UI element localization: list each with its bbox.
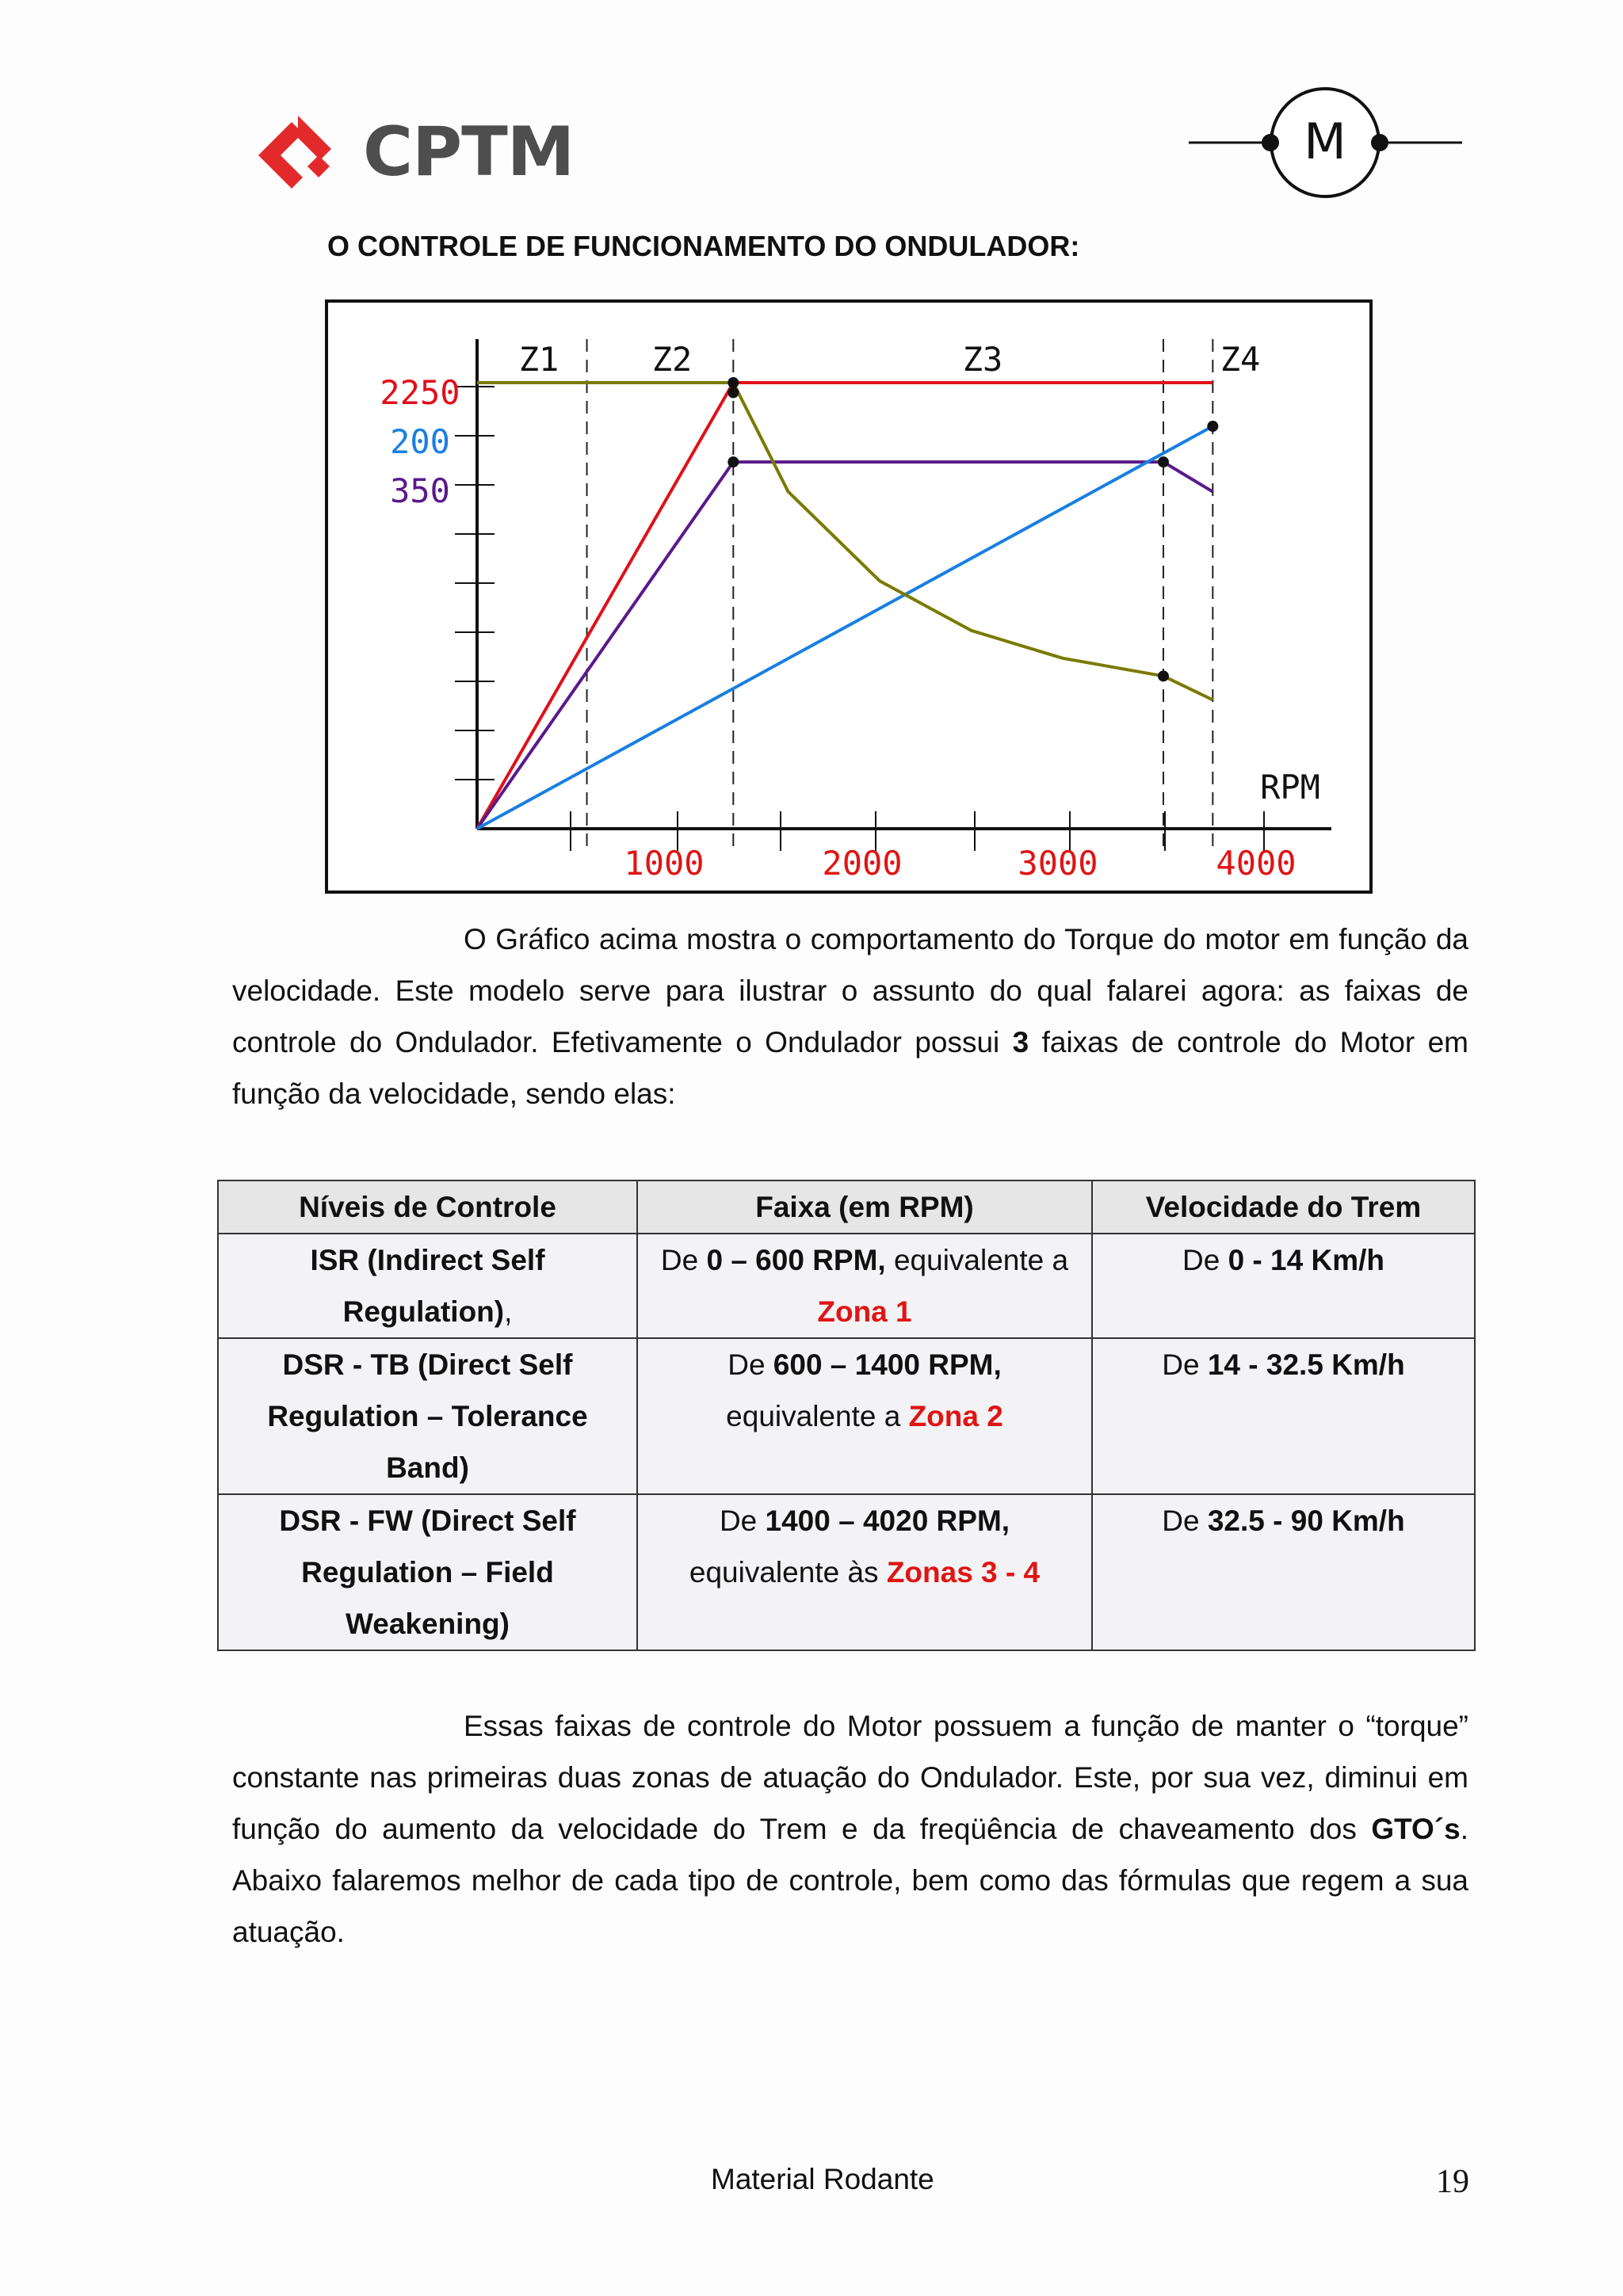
range-prefix: De [727, 1348, 773, 1381]
footer-label: Material Rodante [711, 2163, 934, 2195]
data-marker [727, 387, 739, 399]
level-name: DSR - FW (Direct Self Regulation – Field Weakening) [279, 1505, 576, 1640]
range-text: equivalente às [689, 1556, 887, 1589]
data-marker [727, 456, 739, 467]
control-levels-table [217, 1180, 1476, 1651]
table-row [218, 1494, 1475, 1650]
data-marker [1158, 670, 1169, 681]
table-cell-speed [1092, 1234, 1475, 1338]
page-number: 19 [1436, 2164, 1469, 2200]
intro-paragraph [232, 913, 1468, 1119]
paragraph-text: O Gráfico acima mostra o comportamento do Torque do motor em função da velocidade. Este modelo serve para ilustrar o assunto do qual falarei agora: as faixas de controle do Ondulador. Efetivamente o Ondulador possui [232, 923, 1468, 1058]
table-header: Velocidade do Trem [1092, 1180, 1475, 1234]
speed-value: 0 - 14 Km/h [1228, 1244, 1384, 1276]
paragraph-text: . Abaixo falaremos melhor de cada tipo de controle, bem como das fórmulas que regem a sua atuação. [232, 1813, 1468, 1948]
table-cell-level [218, 1494, 637, 1650]
section-title: O CONTROLE DE FUNCIONAMENTO DO ONDULADOR: [327, 230, 1080, 262]
level-suffix: , [504, 1295, 513, 1328]
cptm-logo-mark-icon [252, 109, 347, 196]
y-tick-label: 2250 [380, 373, 460, 412]
table-cell-range [637, 1234, 1092, 1338]
range-prefix: De [719, 1505, 766, 1537]
range-value: 600 – 1400 RPM, [773, 1348, 1002, 1381]
x-tick-label: 3000 [1018, 844, 1098, 883]
x-tick-label: 1000 [624, 844, 705, 883]
table-cell-speed [1092, 1338, 1475, 1494]
range-text: equivalente a [885, 1244, 1069, 1276]
table-header: Faixa (em RPM) [637, 1180, 1092, 1234]
zone-label: Zona 1 [817, 1295, 912, 1328]
zone-label: Z1 [518, 340, 559, 379]
speed-value: 32.5 - 90 Km/h [1207, 1505, 1405, 1537]
paragraph-text: faixas de controle do Motor em função da velocidade, sendo elas: [232, 1026, 1468, 1110]
paragraph-text: Essas faixas de controle do Motor possuem a função de manter o “torque” constante nas primeiras duas zonas de atuação do Ondulador. Este, por sua vez, diminui em função do aumento da velocidade do Trem e da freqüência de chaveamento dos [232, 1710, 1468, 1845]
range-value: 0 – 600 RPM, [706, 1244, 886, 1276]
table-row [218, 1338, 1475, 1494]
speed-prefix: De [1162, 1505, 1208, 1537]
logo-text: CPTM [363, 113, 575, 192]
table-cell-range [637, 1494, 1092, 1650]
torque-chart [325, 299, 1373, 894]
motor-letter: M [1304, 113, 1346, 170]
data-marker [727, 377, 739, 388]
zone-label: Zonas 3 - 4 [886, 1556, 1041, 1589]
table-cell-speed [1092, 1494, 1475, 1650]
y-tick-label: 200 [390, 422, 450, 461]
level-name: ISR (Indirect Self Regulation) [310, 1244, 545, 1328]
data-marker [1207, 421, 1218, 432]
paragraph-bold: 3 [1012, 1026, 1029, 1058]
range-value: 1400 – 4020 RPM, [765, 1505, 1010, 1537]
range-prefix: De [660, 1244, 707, 1276]
table-header-row [218, 1180, 1475, 1234]
level-name: DSR - TB (Direct Self Regulation – Tolerance Band) [267, 1348, 588, 1484]
speed-prefix: De [1182, 1244, 1228, 1276]
table-cell-level [218, 1234, 637, 1338]
x-tick-label: 2000 [822, 844, 903, 883]
speed-value: 14 - 32.5 Km/h [1207, 1348, 1405, 1381]
zone-label: Zona 2 [908, 1400, 1003, 1432]
table-header: Níveis de Controle [218, 1180, 637, 1234]
speed-prefix: De [1162, 1348, 1208, 1381]
paragraph-bold: GTO´s [1371, 1813, 1461, 1845]
x-axis-label: RPM [1260, 768, 1320, 807]
zone-label: Z4 [1220, 340, 1261, 379]
x-tick-label: 4000 [1216, 844, 1296, 883]
table-cell-range [637, 1338, 1092, 1494]
cptm-logo [252, 109, 575, 196]
y-tick-label: 350 [390, 471, 450, 510]
closing-paragraph [232, 1700, 1468, 1958]
zone-label: Z2 [651, 340, 693, 379]
table-row [218, 1234, 1475, 1338]
zone-label: Z3 [962, 340, 1003, 379]
chart-canvas [325, 299, 1373, 894]
range-text: equivalente a [726, 1400, 909, 1432]
table-cell-level [218, 1338, 637, 1494]
motor-symbol-icon [1189, 78, 1462, 208]
data-marker [1158, 456, 1169, 467]
